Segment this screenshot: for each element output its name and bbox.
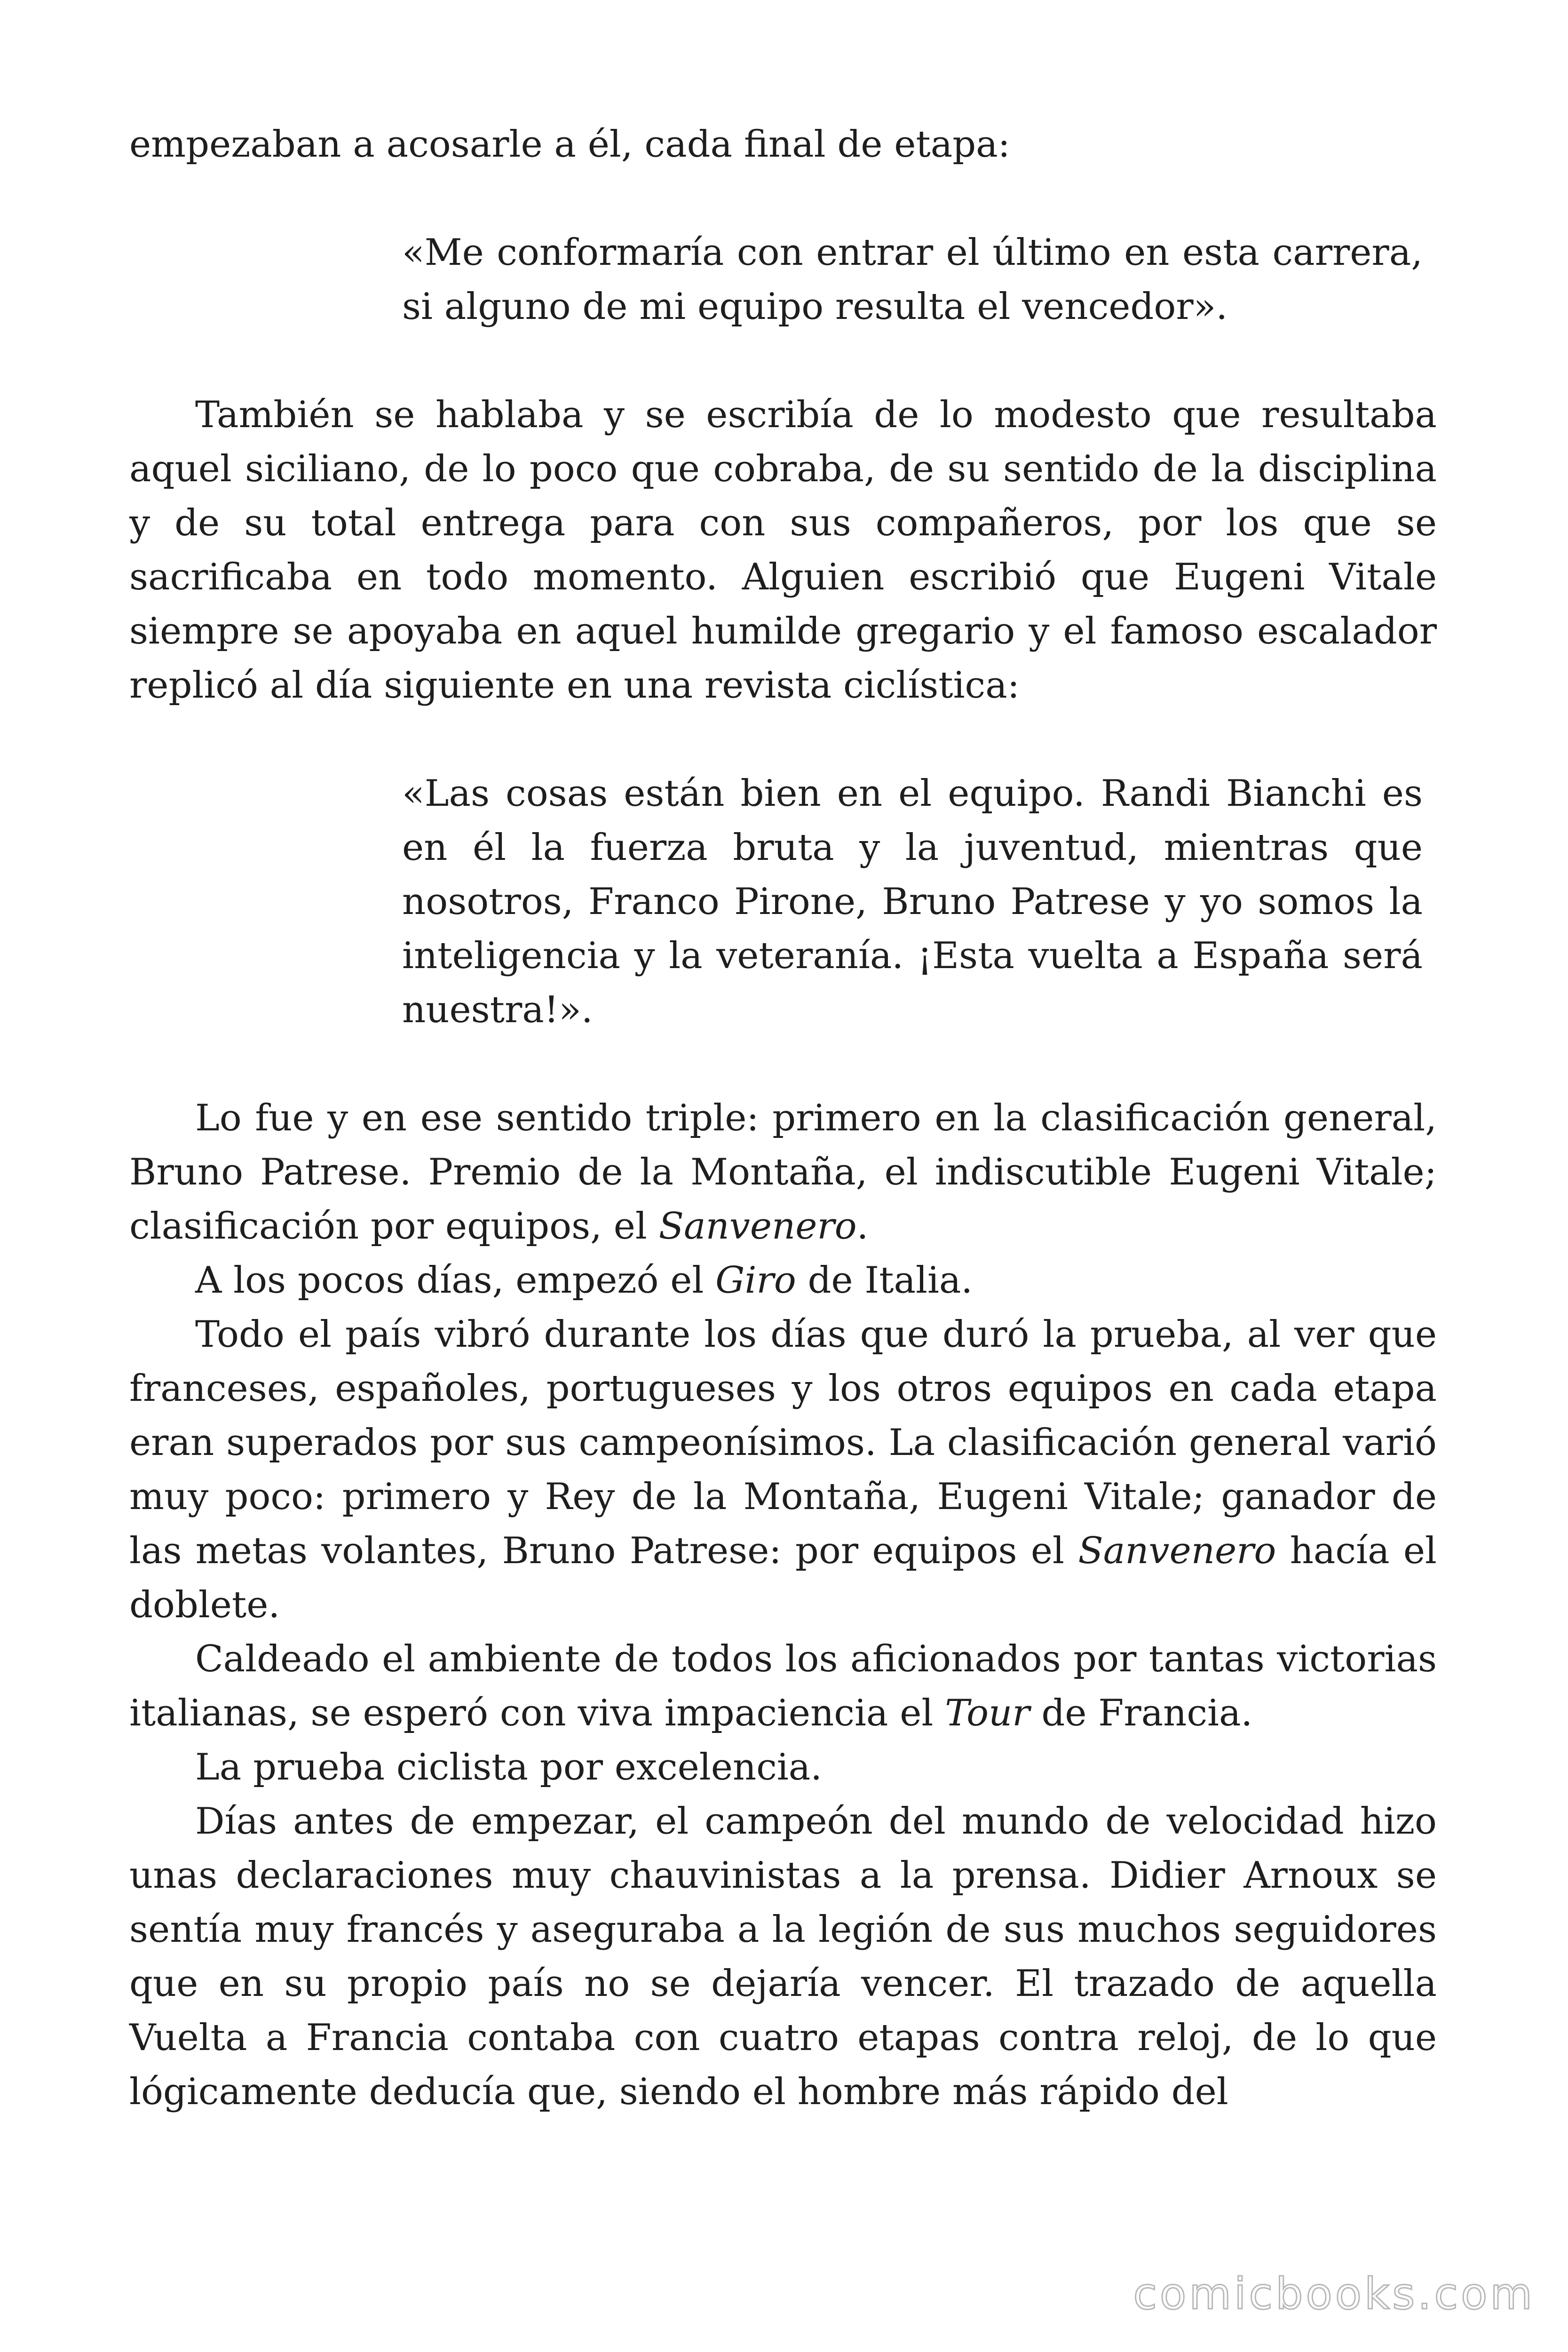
text-span: Lo fue y en ese sentido triple: primero en la clasificación general, Bruno Patrese. Premio de la Montaña, el indiscutible Eugeni Vitale; clasificación por equipos, el bbox=[129, 1097, 1437, 1248]
paragraph bbox=[129, 1254, 1437, 1308]
italic-text: Giro bbox=[715, 1259, 796, 1302]
text-span: . bbox=[856, 1205, 869, 1248]
text-span: Caldeado el ambiente de todos los aficionados por tantas victorias italianas, se esperó con viva impaciencia el bbox=[129, 1638, 1437, 1734]
paragraph bbox=[129, 1308, 1437, 1632]
paragraph-continuation: empezaban a acosarle a él, cada final de etapa: bbox=[129, 123, 1010, 166]
paragraph: También se hablaba y se escribía de lo modesto que resultaba aquel siciliano, de lo poco que cobraba, de su sentido de la disciplina y de su total entrega para con sus compañeros, por los que se sacrificaba en todo momento. Alguien escribió que Eugeni Vitale siempre se apoyaba en aquel humilde gregario y el famoso escalador replicó al día siguiente en una revista ciclística: bbox=[129, 394, 1437, 707]
paragraph bbox=[129, 1091, 1437, 1254]
paragraph: Días antes de empezar, el campeón del mundo de velocidad hizo unas declaraciones muy chauvinistas a la prensa. Didier Arnoux se sentía muy francés y aseguraba a la legión de sus muchos seguidores que en su propio país no se dejaría vencer. El trazado de aquella Vuelta a Francia contaba con cuatro etapas contra reloj, de lo que lógicamente deducía que, siendo el hombre más rápido del bbox=[129, 1800, 1437, 2113]
text-span: A los pocos días, empezó el bbox=[195, 1259, 716, 1302]
quote-block: «Me conformaría con entrar el último en esta carrera, si alguno de mi equipo resulta el vencedor». bbox=[402, 231, 1423, 328]
paragraph bbox=[129, 1632, 1437, 1740]
text-span: Todo el país vibró durante los días que duró la prueba, al ver que franceses, españoles, portugueses y los otros equipos en cada etapa eran superados por sus campeonísimos. La clasificación general varió muy poco: primero y Rey de la Montaña, Eugeni Vitale; ganador de las metas volantes, Bruno Patrese: por equipos el bbox=[129, 1313, 1437, 1572]
text-span: de Francia. bbox=[1029, 1692, 1253, 1734]
italic-text: Sanvenero bbox=[1078, 1530, 1276, 1572]
italic-text: Sanvenero bbox=[658, 1205, 857, 1248]
italic-text: Tour bbox=[945, 1692, 1030, 1734]
text-span: hacía el doblete. bbox=[129, 1530, 1437, 1626]
paragraph: La prueba ciclista por excelencia. bbox=[195, 1746, 823, 1788]
watermark: comicbooks.com bbox=[1133, 2269, 1535, 2319]
text-span: de Italia. bbox=[796, 1259, 973, 1302]
text-column bbox=[129, 118, 1437, 2119]
quote-block: «Las cosas están bien en el equipo. Randi Bianchi es en él la fuerza bruta y la juventud, mientras que nosotros, Franco Pirone, Bruno Patrese y yo somos la inteligencia y la veteranía. ¡Esta vuelta a España será nuestra!». bbox=[402, 772, 1423, 1031]
